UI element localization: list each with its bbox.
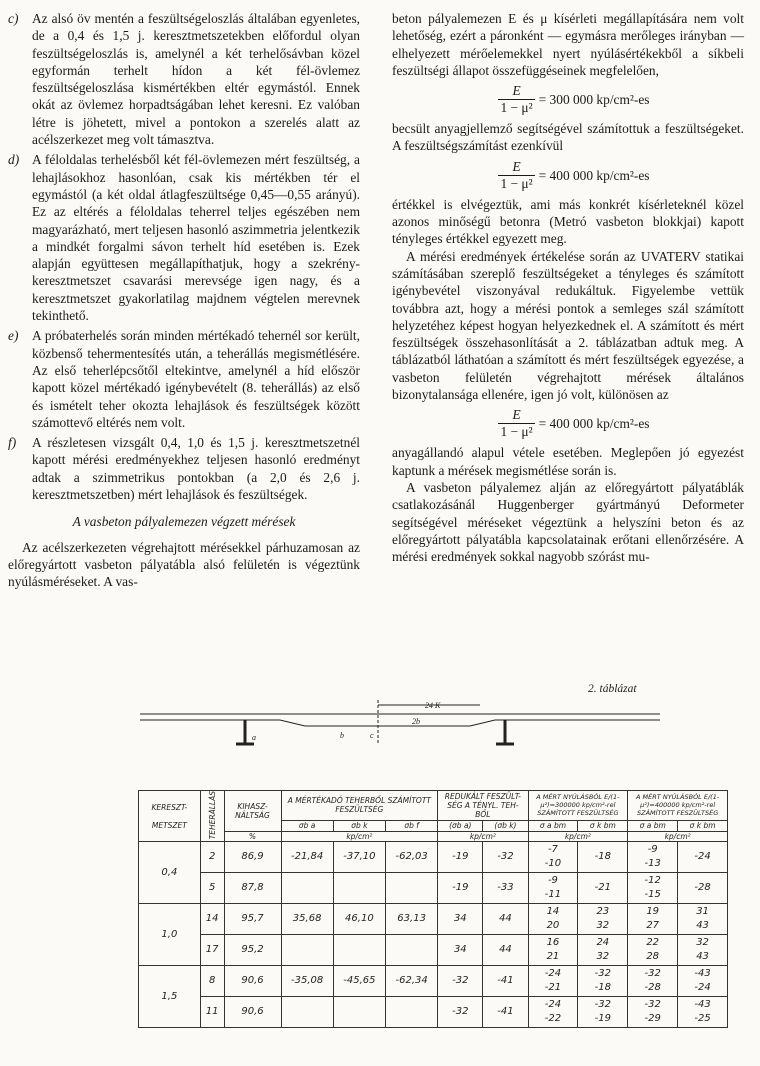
list-item-d: [8, 151, 360, 324]
point-label-a: a: [252, 733, 256, 742]
table-cell-m1k: 24 32: [578, 935, 628, 966]
unit: kp/cm²: [438, 831, 528, 842]
table-cell-m1a: -24 -21: [528, 966, 578, 997]
item-marker: e): [8, 328, 19, 344]
table-cell-sf: 63,13: [386, 904, 438, 935]
subheader: (σb k): [483, 820, 528, 831]
item-marker: d): [8, 152, 20, 168]
table-cell-sf: [386, 935, 438, 966]
table-cell-sa: 35,68: [281, 904, 333, 935]
list-item-e: [8, 327, 360, 431]
table-cell-sk: [333, 997, 385, 1028]
item-text: A részletesen vizsgált 0,4, 1,0 és 1,5 j. keresztmetszetnél kapott mérési eredményekhez teljesen hasonló eredményt adtak a szimmetrikus pontokban (a 2,0 és 2,6 j. keresztmetszetben) mért lehajlások és feszültségek.: [32, 435, 360, 503]
table-cell-kihasz: 95,2: [224, 935, 281, 966]
header-text: METSZET: [151, 820, 187, 830]
header-text: KERESZT-: [151, 802, 188, 812]
table-cell-ra: 34: [438, 935, 483, 966]
paragraph: A mérési eredmények értékelése során az UVATERV statikai számításában szereplő feszültségeket a tényleges és számított igénybevétel viszonyával redukáltuk. Figyelembe vettük továbbra azt, hogy a mérési pontok a semleges szál számított helyzetéhez képest hogyan helyezkednek el. A számított és mért feszültségek összehasonlítását a 2. táblázatban adtuk meg. A táblázatból láthatóan a számított és mért feszültségek egyezése, a vasbeton felületén végrehajtott mérések általános bizonytalansága ellenére, igen jó volt, különösen az: [392, 248, 744, 403]
numerator: E: [498, 159, 534, 176]
table-cell-kihasz: 86,9: [224, 842, 281, 873]
table-cell-rk: -41: [483, 997, 528, 1028]
table-cell-sa: [281, 873, 333, 904]
table-cell-sf: [386, 997, 438, 1028]
table-cell-sf: -62,03: [386, 842, 438, 873]
paragraph: Az acélszerkezeten végrehajtott mérésekkel párhuzamosan az előregyártott vasbeton pályatábla alsó felületén is végeztünk nyúlásméréseket. A vas-: [8, 539, 360, 590]
table-cell-ra: -19: [438, 873, 483, 904]
subheader: σ a bm: [628, 820, 678, 831]
unit: kp/cm²: [628, 831, 728, 842]
paragraph: anyagállandó alapul vétele esetében. Meglepően jó egyezést kaptunk a mérések megismétlése során is.: [392, 445, 744, 478]
col-header-utilization: [224, 791, 281, 832]
subheader: σb f: [386, 820, 438, 831]
table-cell-sk: [333, 873, 385, 904]
col-header-calculated: A MÉRTÉKADÓ TEHERBŐL SZÁMÍTOTT FESZÜLTSÉG: [281, 791, 438, 821]
table-cell-ra: -32: [438, 966, 483, 997]
formula: [404, 159, 744, 192]
table-cell-m1k: -18: [578, 842, 628, 873]
table-cell-m2a: -32 -28: [628, 966, 678, 997]
table-cell-rk: -41: [483, 966, 528, 997]
table-cell-m1k: -21: [578, 873, 628, 904]
unit: kp/cm²: [281, 831, 438, 842]
left-column: [8, 10, 360, 591]
table-cell-sa: [281, 997, 333, 1028]
formula-rhs: = 300 000 kp/cm²-es: [538, 92, 650, 108]
formula: [404, 407, 744, 440]
paragraph: A vasbeton pályalemez alján az előregyártott pályatáblák csatlakozásánál Huggenberger gyártmányú Deformeter segítségével méréseket végeztünk a helyszíni beton és az előregyártott pályatábla kapcsolatainak erőtani ellenőrzésére. A mérési eredmények sokkal nagyobb szórást mu-: [392, 479, 744, 565]
table-cell-teher: 17: [200, 935, 224, 966]
table-cell-section: 0,4: [139, 842, 201, 904]
col-header-measured-400k: A MÉRT NYÚLÁSBÓL E/(1-μ²)=400000 kp/cm²-rel SZÁMÍTOTT FESZÜLTSÉG: [628, 791, 728, 821]
table-cell-sk: -37,10: [333, 842, 385, 873]
table-row: [139, 842, 728, 873]
table-cell-rk: -32: [483, 842, 528, 873]
table-row: [139, 966, 728, 997]
fraction: [498, 83, 534, 116]
table-row: [139, 997, 728, 1028]
results-table: [138, 790, 728, 1028]
table-body: [139, 842, 728, 1028]
table-header-row: [139, 791, 728, 821]
table-row: [139, 873, 728, 904]
denominator: 1 − μ²: [500, 175, 533, 191]
table-cell-sa: [281, 935, 333, 966]
table-cell-kihasz: 90,6: [224, 966, 281, 997]
list-item-f: [8, 434, 360, 503]
table-cell-m2a: 22 28: [628, 935, 678, 966]
list-item-c: [8, 10, 360, 148]
table-cell-m2k: -43 -24: [678, 966, 728, 997]
table-cell-m2a: -12 -15: [628, 873, 678, 904]
table-cell-kihasz: 87,8: [224, 873, 281, 904]
table-cell-m1a: -24 -22: [528, 997, 578, 1028]
point-label-c: c: [370, 731, 374, 740]
table-cell-sf: -62,34: [386, 966, 438, 997]
paragraph: becsült anyagjellemző segítségével számítottuk a feszültségeket. A feszültségszámítást ezenkívül: [392, 121, 744, 154]
unit: %: [224, 831, 281, 842]
table-cell-m2k: 32 43: [678, 935, 728, 966]
item-text: A próbaterhelés során minden mértékadó tehernél sor került, közbenső tehermentesítés után, a teherállás megismétlésére. Az első teherlépcsőtől eltekintve, amelynél a híd először kapott közel mértékadó igénybevételt (8. teherállás) az első és ismételt teher okozta lehajlások és feszültségek között számottevő eltérés nem volt.: [32, 328, 360, 430]
table-cell-m1a: 14 20: [528, 904, 578, 935]
table-cell-m2a: -32 -29: [628, 997, 678, 1028]
table-row: [139, 935, 728, 966]
table-cell-sf: [386, 873, 438, 904]
fraction: [498, 407, 534, 440]
col-header-measured-300k: A MÉRT NYÚLÁSBÓL E/(1-μ²)=300000 kp/cm²-rel SZÁMÍTOTT FESZÜLTSÉG: [528, 791, 628, 821]
table-row: [139, 904, 728, 935]
subheader: σ a bm: [528, 820, 578, 831]
subheader: σ k bm: [578, 820, 628, 831]
table-unit-row: [139, 831, 728, 842]
formula: [404, 83, 744, 116]
numerator: E: [498, 407, 534, 424]
header-text: NÁLTSÁG: [235, 810, 270, 820]
table-cell-m2k: -28: [678, 873, 728, 904]
header-text: KIHASZ-: [237, 801, 268, 811]
table-cell-ra: -19: [438, 842, 483, 873]
table-cell-teher: 14: [200, 904, 224, 935]
table-cell-m1k: -32 -18: [578, 966, 628, 997]
table-cell-teher: 2: [200, 842, 224, 873]
table-cell-m1k: -32 -19: [578, 997, 628, 1028]
section-title: A vasbeton pályalemezen végzett mérések: [72, 514, 296, 530]
table-cell-teher: 11: [200, 997, 224, 1028]
table-cell-m2k: 31 43: [678, 904, 728, 935]
table-cell-kihasz: 95,7: [224, 904, 281, 935]
numerator: E: [498, 83, 534, 100]
table-cell-teher: 8: [200, 966, 224, 997]
denominator: 1 − μ²: [500, 424, 533, 440]
table-cell-sk: -45,65: [333, 966, 385, 997]
item-text: A féloldalas terhelésből két fél-övlemezen mért feszültség, a lehajlásokhoz hasonlóan, csak kis mértékben tér el egymástól (a két oldal átlagfeszültsége 0,45—0,55 arányú). Ez az eltérés a féloldalas teherrel teljes egészében nem magyarázható, mert teljesen hasonló aszimmetria jelentkezik a mindkét forgalmi sávon terhelt híd esetében is. Ezek alapján együttesen megállapíthatjuk, hogy a szekrény-keresztmetszet csavarási merevsége igen nagy, és a keresztmetszet gyakorlatilag majdnem végtelen merevnek tekinthető.: [32, 152, 360, 324]
table-cell-rk: -33: [483, 873, 528, 904]
header-text: TEHERÁLLÁS: [207, 791, 217, 840]
denominator: 1 − μ²: [500, 100, 533, 116]
table-cell-rk: 44: [483, 904, 528, 935]
table-cell-section: 1,0: [139, 904, 201, 966]
table-cell-m2k: -24: [678, 842, 728, 873]
unit: kp/cm²: [528, 831, 628, 842]
table-cell-section: 1,5: [139, 966, 201, 1028]
table-cell-m2a: 19 27: [628, 904, 678, 935]
bridge-cross-section-sketch: [140, 700, 660, 770]
col-header-load: [200, 791, 224, 842]
table-cell-m1a: -7 -10: [528, 842, 578, 873]
table-cell-sk: [333, 935, 385, 966]
col-header-section: [139, 791, 201, 842]
item-marker: f): [8, 435, 17, 451]
subheader: σ k bm: [678, 820, 728, 831]
paragraph: értékkel is elvégeztük, ami más konkrét kísérleteknél közel azonos minőségű betonra (Metró vasbeton blokkjai) kapott tényleges értékkel egyezett meg.: [392, 196, 744, 247]
table-cell-rk: 44: [483, 935, 528, 966]
subheader: σb a: [281, 820, 333, 831]
subheader: (σb a): [438, 820, 483, 831]
table-cell-kihasz: 90,6: [224, 997, 281, 1028]
table-cell-ra: -32: [438, 997, 483, 1028]
formula-rhs: = 400 000 kp/cm²-es: [538, 167, 650, 183]
slab-haunch-left: [280, 720, 305, 726]
table-cell-sa: -21,84: [281, 842, 333, 873]
dim-label-24k: 24 K: [425, 701, 441, 710]
right-column: [392, 10, 744, 565]
table-cell-m2k: -43 -25: [678, 997, 728, 1028]
fraction: [498, 159, 534, 192]
item-text: Az alsó öv mentén a feszültségeloszlás általában egyenletes, de a 0,4 és 1,5 j. keresztmetszetekben előfordul olyan feszültségeloszlás is, amelynél a két terhelősávban közel egyformán terhelt hídon a két fél-övlemez feszültségeloszlása kismértékben eltér egymástól. Ennek okát az övlemez horpadtságában lehet keresni. Ez valóban létre is jöhetett, mivel a pontokon a szerelés alatt az acélszerkezet meg volt támasztva.: [32, 11, 360, 148]
dim-label-2b: 2b: [412, 717, 420, 726]
formula-rhs: = 400 000 kp/cm²-es: [538, 416, 650, 432]
paragraph: beton pályalemezen E és μ kísérleti megállapítására nem volt lehetőség, ezért a páronként — egymásra merőleges irányban — elhelyezett mérőelemekkel nyert nyúlásértékekből a síkbeli feszültségi állapot összefüggéseinek megfelelően,: [392, 11, 744, 78]
table-cell-m1k: 23 32: [578, 904, 628, 935]
table-cell-teher: 5: [200, 873, 224, 904]
table-cell-sk: 46,10: [333, 904, 385, 935]
table-cell-m2a: -9 -13: [628, 842, 678, 873]
point-label-b: b: [340, 731, 344, 740]
table-cell-m1a: 16 21: [528, 935, 578, 966]
col-header-reduced: REDUKÁLT FESZÜLT-SÉG A TÉNYL. TEH-BŐL: [438, 791, 528, 821]
subheader: σb k: [333, 820, 385, 831]
table-cell-sa: -35,08: [281, 966, 333, 997]
item-marker: c): [8, 11, 19, 26]
slab-haunch-right: [470, 720, 495, 726]
table-cell-m1a: -9 -11: [528, 873, 578, 904]
table-caption: 2. táblázat: [588, 683, 637, 695]
table-cell-ra: 34: [438, 904, 483, 935]
